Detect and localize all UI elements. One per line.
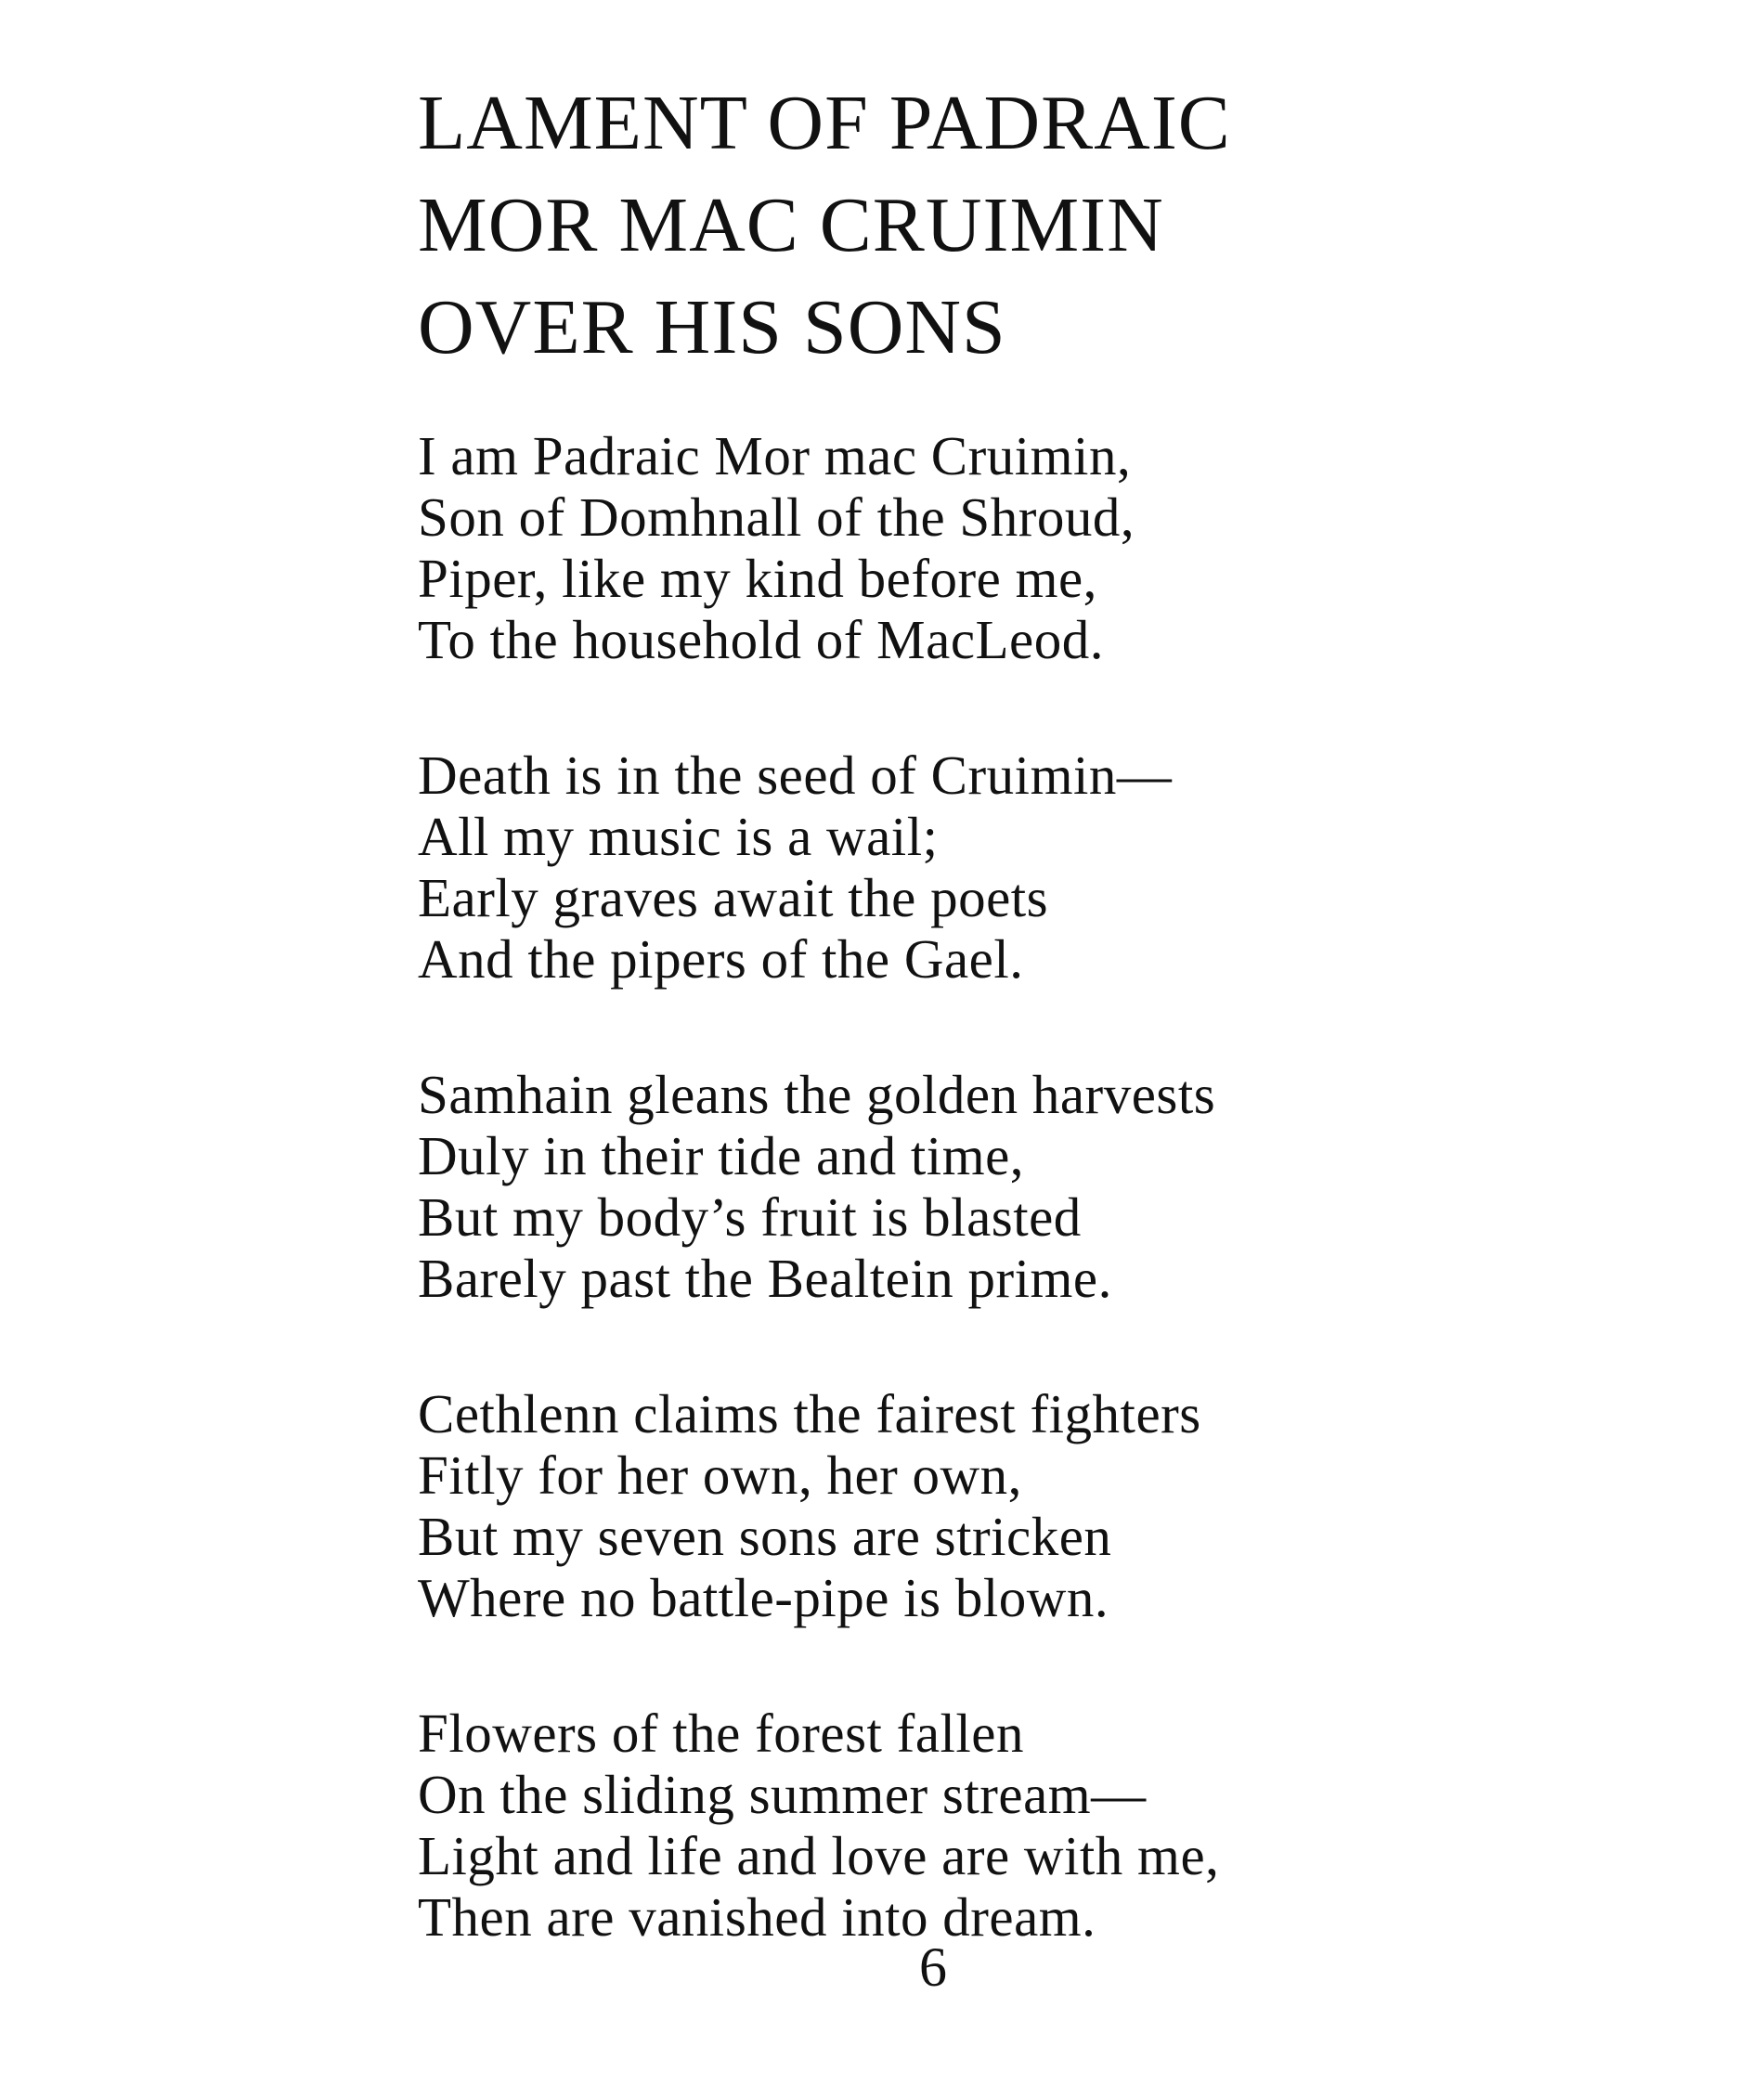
- poem-title: [418, 72, 1231, 379]
- verse-line: Then are vanished into dream.: [418, 1886, 1096, 1948]
- verse-line: Barely past the Bealtein prime.: [418, 1248, 1112, 1309]
- stanza-3: [418, 1064, 1219, 1309]
- verse-line: All my music is a wail;: [418, 806, 939, 867]
- verse-line: But my body’s fruit is blasted: [418, 1186, 1082, 1248]
- stanza-4: [418, 1383, 1219, 1628]
- page-number: 6: [919, 1936, 947, 1998]
- title-line-1: LAMENT OF PADRAIC: [418, 80, 1231, 166]
- verse-line: Early graves await the poets: [418, 867, 1049, 928]
- verse-line: Piper, like my kind before me,: [418, 548, 1097, 609]
- verse-line: To the household of MacLeod.: [418, 609, 1104, 670]
- verse-line: Death is in the seed of Cruimin—: [418, 745, 1173, 806]
- title-line-3: OVER HIS SONS: [418, 284, 1006, 370]
- stanza-1: [418, 425, 1219, 670]
- verse-line: But my seven sons are stricken: [418, 1506, 1112, 1567]
- verse-line: Cethlenn claims the fairest fighters: [418, 1383, 1201, 1444]
- poem-body: [418, 425, 1219, 2022]
- verse-line: On the sliding summer stream—: [418, 1764, 1147, 1825]
- stanza-5: [418, 1703, 1219, 1948]
- verse-line: And the pipers of the Gael.: [418, 928, 1024, 990]
- title-line-2: MOR MAC CRUIMIN: [418, 182, 1164, 268]
- verse-line: Son of Domhnall of the Shroud,: [418, 486, 1135, 548]
- verse-line: Fitly for her own, her own,: [418, 1444, 1022, 1506]
- verse-line: Duly in their tide and time,: [418, 1125, 1025, 1186]
- book-page: [418, 0, 1365, 2098]
- stanza-2: [418, 745, 1219, 990]
- verse-line: Flowers of the forest fallen: [418, 1703, 1024, 1764]
- verse-line: Where no battle-pipe is blown.: [418, 1567, 1109, 1628]
- verse-line: I am Padraic Mor mac Cruimin,: [418, 425, 1132, 486]
- verse-line: Samhain gleans the golden harvests: [418, 1064, 1216, 1125]
- verse-line: Light and life and love are with me,: [418, 1825, 1220, 1886]
